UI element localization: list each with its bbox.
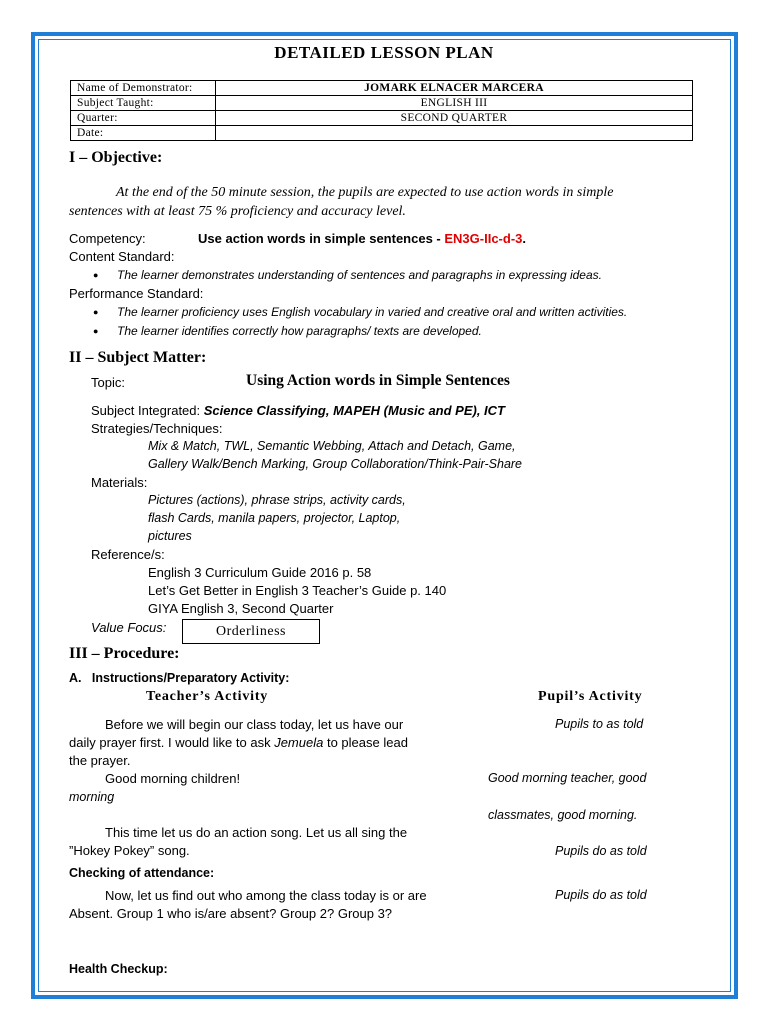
pupil-response: morning xyxy=(69,790,115,804)
materials-label: Materials: xyxy=(91,475,148,490)
subject-value: ENGLISH III xyxy=(216,96,693,111)
pupil-response: Good morning teacher, good xyxy=(488,771,647,785)
pupil-response: classmates, good morning. xyxy=(488,808,638,822)
competency-label: Competency: xyxy=(69,231,146,246)
subject-matter-heading: II – Subject Matter: xyxy=(69,349,207,366)
table-row xyxy=(71,126,693,141)
strategies-line: Mix & Match, TWL, Semantic Webbing, Attach and Detach, Game, xyxy=(148,439,516,453)
demonstrator-value: JOMARK ELNACER MARCERA xyxy=(216,81,693,96)
date-label: Date: xyxy=(71,126,216,141)
materials-line: Pictures (actions), phrase strips, activity cards, xyxy=(148,493,406,507)
performance-standard-item: The learner identifies correctly how paragraphs/ texts are developed. xyxy=(117,324,482,338)
teacher-text: Absent. Group 1 who is/are absent? Group 2? Group 3? xyxy=(69,906,393,921)
subject-label: Subject Taught: xyxy=(71,96,216,111)
date-value xyxy=(216,126,693,141)
competency-code: EN3G-IIc-d-3 xyxy=(444,231,523,246)
teacher-text: Before we will begin our class today, let us have our xyxy=(105,717,404,732)
attendance-heading: Checking of attendance: xyxy=(69,866,215,880)
strategies-line: Gallery Walk/Bench Marking, Group Collaboration/Think-Pair-Share xyxy=(148,457,523,471)
teacher-text-part: to please lead xyxy=(326,735,408,750)
performance-standard-item: The learner proficiency uses English vocabulary in varied and creative oral and written activities. xyxy=(117,305,628,319)
teacher-text xyxy=(69,735,408,750)
bullet-icon: ● xyxy=(93,326,99,336)
table-row xyxy=(71,111,693,126)
sub-a-title: Instructions/Preparatory Activity: xyxy=(91,671,290,685)
reference-item: GIYA English 3, Second Quarter xyxy=(148,601,334,616)
subject-integrated-row xyxy=(91,403,505,418)
sub-a-letter: A. xyxy=(69,671,82,685)
subject-integrated-label: Subject Integrated: xyxy=(91,403,201,418)
pupil-name: Jemuela xyxy=(274,735,324,750)
competency-desc: Use action words in simple sentences - xyxy=(198,231,441,246)
quarter-value: SECOND QUARTER xyxy=(216,111,693,126)
pupil-response: Pupils do as told xyxy=(555,844,647,858)
value-focus-box: Orderliness xyxy=(182,619,320,644)
objective-paragraph-line1: At the end of the 50 minute session, the pupils are expected to use action words in simple xyxy=(116,185,614,200)
value-focus-label: Value Focus: xyxy=(91,620,167,635)
references-label: Reference/s: xyxy=(91,547,165,562)
table-row xyxy=(71,81,693,96)
objective-heading: I – Objective: xyxy=(69,149,163,166)
reference-item: English 3 Curriculum Guide 2016 p. 58 xyxy=(148,565,372,580)
teacher-activity-heading: Teacher’s Activity xyxy=(146,689,269,704)
content-standard-label: Content Standard: xyxy=(69,249,175,264)
strategies-label: Strategies/Techniques: xyxy=(91,421,223,436)
materials-line: flash Cards, manila papers, projector, Laptop, xyxy=(148,511,401,525)
subject-integrated-value: Science Classifying, MAPEH (Music and PE), ICT xyxy=(203,403,505,418)
teacher-text: Now, let us find out who among the class today is or are xyxy=(105,888,427,903)
table-row xyxy=(71,96,693,111)
procedure-heading: III – Procedure: xyxy=(69,645,180,662)
pupil-response: Pupils to as told xyxy=(555,717,644,731)
topic-title: Using Action words in Simple Sentences xyxy=(246,372,510,389)
bullet-icon: ● xyxy=(93,307,99,317)
bullet-icon: ● xyxy=(93,270,99,280)
objective-paragraph-line2: sentences with at least 75 % proficiency and accuracy level. xyxy=(69,204,406,219)
document-title: DETAILED LESSON PLAN xyxy=(274,43,494,62)
reference-item: Let’s Get Better in English 3 Teacher’s Guide p. 140 xyxy=(148,583,447,598)
performance-standard-label: Performance Standard: xyxy=(69,286,204,301)
teacher-text-part: daily prayer first. I would like to ask xyxy=(69,735,271,750)
quarter-label: Quarter: xyxy=(71,111,216,126)
teacher-text: Good morning children! xyxy=(105,771,241,786)
pupil-response: Pupils do as told xyxy=(555,888,647,902)
teacher-text: This time let us do an action song. Let us all sing the xyxy=(105,825,408,840)
materials-line: pictures xyxy=(148,529,192,543)
teacher-text: ”Hokey Pokey” song. xyxy=(69,843,190,858)
pupil-activity-heading: Pupil’s Activity xyxy=(538,689,643,704)
content-standard-item: The learner demonstrates understanding of sentences and paragraphs in expressing ideas. xyxy=(117,268,602,282)
competency-end: . xyxy=(522,231,527,246)
info-table xyxy=(70,80,693,141)
topic-label: Topic: xyxy=(91,375,125,390)
health-checkup-heading: Health Checkup: xyxy=(69,962,168,976)
competency-text xyxy=(198,231,526,246)
instructions-subheading xyxy=(69,671,289,685)
teacher-text: the prayer. xyxy=(69,753,131,768)
demonstrator-label: Name of Demonstrator: xyxy=(71,81,216,96)
